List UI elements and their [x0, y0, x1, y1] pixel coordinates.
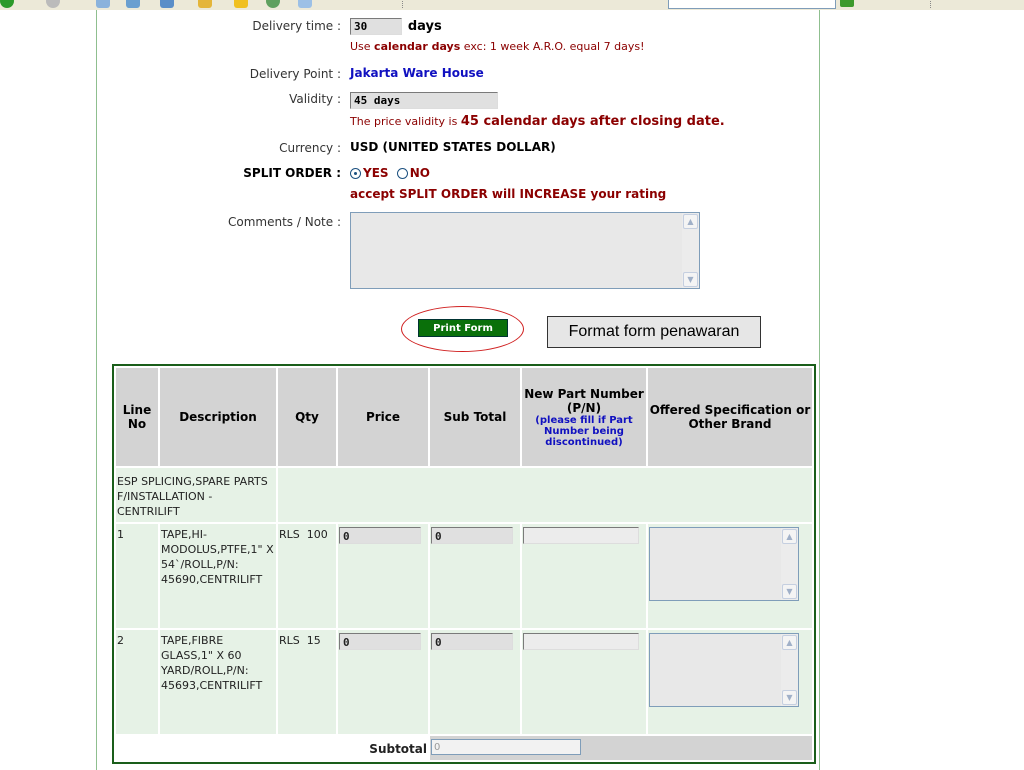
currency-label: Currency :	[279, 141, 341, 155]
split-order-label: SPLIT ORDER :	[243, 166, 341, 180]
new-pn-cell	[522, 630, 646, 734]
line-no: 1	[116, 524, 158, 628]
home-icon[interactable]	[126, 0, 140, 8]
offered-spec-textarea[interactable]	[649, 527, 799, 601]
subtotal-label: Subtotal	[116, 736, 428, 760]
header-price: Price	[338, 368, 428, 466]
subtotal-cell	[430, 524, 520, 628]
validity-label: Validity :	[289, 92, 341, 106]
validity-input[interactable]: 45 days	[350, 92, 498, 109]
new-pn-cell	[522, 524, 646, 628]
address-field[interactable]	[668, 0, 836, 9]
subtotal-row	[116, 736, 812, 760]
group-filler	[278, 468, 812, 522]
split-yes-label: YES	[363, 166, 389, 180]
subtotal-value-cell	[430, 736, 812, 760]
price-cell	[338, 630, 428, 734]
search-icon[interactable]	[160, 0, 174, 8]
header-new-part-number: New Part Number (P/N) (please fill if Part Number being discontinued)	[522, 368, 646, 466]
comments-scrollbar[interactable]	[682, 213, 699, 288]
new-part-number-input[interactable]	[523, 633, 639, 650]
toolbar-separator	[402, 0, 404, 8]
table-header-row	[116, 368, 812, 466]
delivery-time-unit: days	[407, 19, 442, 34]
scroll-up-icon[interactable]: ▲	[782, 635, 797, 650]
header-sub-total: Sub Total	[430, 368, 520, 466]
print-form-button[interactable]: Print Form	[418, 319, 508, 337]
format-form-callout: Format form penawaran	[547, 316, 761, 348]
new-part-number-input[interactable]	[523, 527, 639, 544]
subtotal-input[interactable]: 0	[431, 633, 513, 650]
split-no-radio[interactable]	[397, 168, 408, 179]
split-order-note: accept SPLIT ORDER will INCREASE your rating	[350, 187, 667, 201]
group-label: ESP SPLICING,SPARE PARTS F/INSTALLATION -CENTRILIFT	[116, 468, 276, 522]
scroll-down-icon[interactable]: ▼	[782, 690, 797, 705]
scroll-down-icon[interactable]: ▼	[683, 272, 698, 287]
delivery-time-input[interactable]: 30	[350, 18, 402, 35]
spec-scrollbar[interactable]	[781, 528, 798, 600]
calendar-note: Use calendar days exc: 1 week A.R.O. equal 7 days!	[350, 40, 645, 53]
header-qty: Qty	[278, 368, 336, 466]
scroll-up-icon[interactable]: ▲	[782, 529, 797, 544]
table-row	[116, 630, 812, 734]
stop-icon[interactable]	[46, 0, 60, 8]
price-input[interactable]: 0	[339, 633, 421, 650]
mail-icon[interactable]	[298, 0, 312, 8]
table-row	[116, 524, 812, 628]
spec-cell	[648, 630, 812, 734]
price-input[interactable]: 0	[339, 527, 421, 544]
split-no-label: NO	[409, 166, 430, 180]
header-offered-spec: Offered Specification or Other Brand	[648, 368, 812, 466]
header-description: Description	[160, 368, 276, 466]
split-order-options	[350, 166, 430, 180]
toolbar-separator	[930, 0, 932, 8]
spec-cell	[648, 524, 812, 628]
scroll-down-icon[interactable]: ▼	[782, 584, 797, 599]
comments-label: Comments / Note :	[228, 215, 341, 229]
edit-icon[interactable]	[198, 0, 212, 8]
qty: RLS 15	[278, 630, 336, 734]
delivery-point-label: Delivery Point :	[249, 67, 341, 81]
subtotal-cell	[430, 630, 520, 734]
browser-toolbar	[0, 0, 1024, 10]
history-icon[interactable]	[266, 0, 280, 8]
currency-value: USD (UNITED STATES DOLLAR)	[350, 140, 556, 154]
offered-spec-textarea[interactable]	[649, 633, 799, 707]
forward-icon[interactable]	[0, 0, 14, 8]
description: TAPE,FIBRE GLASS,1" X 60 YARD/ROLL,P/N: 45693,CENTRILIFT	[160, 630, 276, 734]
scroll-up-icon[interactable]: ▲	[683, 214, 698, 229]
subtotal-total-input[interactable]: 0	[431, 739, 581, 755]
refresh-icon[interactable]	[96, 0, 110, 8]
delivery-point-value: Jakarta Ware House	[350, 66, 484, 80]
delivery-time-label: Delivery time :	[252, 19, 341, 33]
line-no: 2	[116, 630, 158, 734]
header-line-no: Line No	[116, 368, 158, 466]
delivery-time-row	[350, 18, 442, 35]
items-table	[112, 364, 816, 764]
validity-note: The price validity is 45 calendar days after closing date.	[350, 114, 725, 129]
favorites-icon[interactable]	[234, 0, 248, 8]
comments-textarea[interactable]	[350, 212, 700, 289]
split-yes-radio[interactable]	[350, 168, 361, 179]
go-icon[interactable]	[840, 0, 854, 7]
validity-row	[350, 92, 498, 109]
price-cell	[338, 524, 428, 628]
group-row	[116, 468, 812, 522]
qty: RLS 100	[278, 524, 336, 628]
description: TAPE,HI-MODOLUS,PTFE,1" X 54`/ROLL,P/N: 45690,CENTRILIFT	[160, 524, 276, 628]
subtotal-input[interactable]: 0	[431, 527, 513, 544]
spec-scrollbar[interactable]	[781, 634, 798, 706]
